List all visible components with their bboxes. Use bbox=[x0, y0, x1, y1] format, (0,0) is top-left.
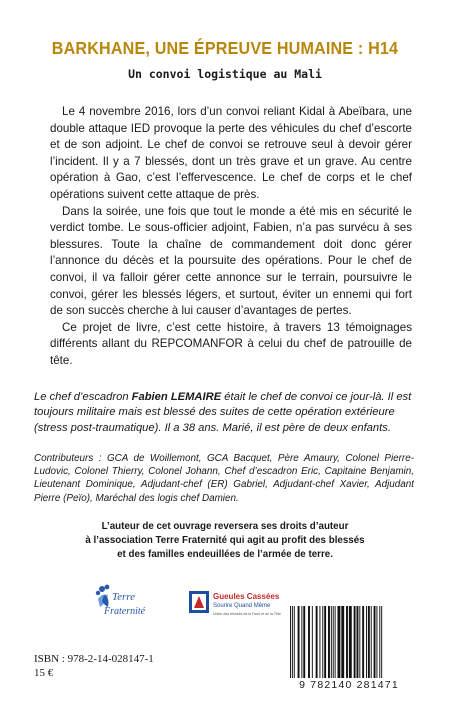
barcode-bar bbox=[335, 606, 336, 678]
barcode-bar bbox=[354, 606, 356, 678]
barcode-bar bbox=[319, 606, 320, 678]
barcode-bar bbox=[333, 606, 334, 678]
barcode-bar bbox=[349, 606, 352, 678]
barcode-bar bbox=[357, 606, 359, 678]
barcode-bar bbox=[381, 606, 382, 678]
logo-tf-word-2: Fraternité bbox=[104, 606, 146, 617]
terre-fraternite-logo-icon bbox=[94, 583, 154, 619]
barcode-bar bbox=[301, 606, 302, 678]
logo-gc-tagline: Sourire Quand Même bbox=[213, 603, 271, 609]
synopsis-paragraph-3: Ce projet de livre, c’est cette histoire, à travers 13 témoignages différents allant du REPCOMANFOR à celui du chef de patrouille de tête. bbox=[50, 320, 412, 367]
logo-tf-word-1: Terre bbox=[112, 591, 136, 603]
royalties-line-3: et des familles endeuillées de l’armée de terre. bbox=[117, 549, 333, 560]
isbn: ISBN : 978-2-14-028147-1 bbox=[34, 653, 154, 665]
barcode-bar bbox=[290, 606, 291, 678]
barcode-bar bbox=[341, 606, 344, 678]
barcode-bar bbox=[376, 606, 377, 678]
price: 15 € bbox=[34, 667, 54, 679]
bio-rest: était le chef de convoi ce jour-là. Il est toujours militaire mais est blessé des suites de cette opération extérieure (stress post-traumatique). Il a 38 ans. Marié, il est père de deux enfants. bbox=[34, 391, 412, 434]
barcode-bar bbox=[328, 606, 330, 678]
barcode-bar bbox=[338, 606, 341, 678]
barcode-bar bbox=[362, 606, 364, 678]
barcode-bar bbox=[324, 606, 326, 678]
barcode-bar bbox=[374, 606, 376, 678]
barcode-bar bbox=[368, 606, 370, 678]
barcode-bar bbox=[292, 606, 293, 678]
barcode-bar bbox=[298, 606, 300, 678]
book-title: BARKHANE, UNE ÉPREUVE HUMAINE : H14 bbox=[51, 38, 399, 58]
barcode-bar bbox=[322, 606, 323, 678]
barcode-bar bbox=[379, 606, 380, 678]
barcode-bar bbox=[312, 606, 313, 678]
barcode-bar bbox=[359, 606, 360, 678]
synopsis bbox=[50, 104, 412, 370]
barcode bbox=[284, 604, 414, 690]
logo-gc-name: Gueules Cassées bbox=[213, 592, 280, 601]
royalties-line-2: à l’association Terre Fraternité qui agit au profit des blessés bbox=[85, 535, 365, 546]
author-name: Fabien LEMAIRE bbox=[131, 391, 222, 403]
barcode-bar bbox=[316, 606, 318, 678]
logo-gc-caption: Union des blessés de la Face et de la Tête bbox=[213, 612, 282, 616]
author-bio bbox=[34, 390, 414, 436]
barcode-bar bbox=[308, 606, 310, 678]
isbn-block bbox=[34, 652, 154, 680]
book-subtitle: Un convoi logistique au Mali bbox=[128, 67, 322, 81]
barcode-bar bbox=[303, 606, 305, 678]
barcode-bar bbox=[331, 606, 332, 678]
contributors: Contributeurs : GCA de Woillemont, GCA Bacquet, Père Amaury, Colonel Pierre-Ludovic, Colonel Thierry, Colonel Johann, Chef d’escadron Eric, Capitaine Benjamin, Lieutenant Dominique, Adjudant-chef (ER) Gabriel, Adjudant-chef Xavier, Adjudant Pierre (Peïo), Maréchal des logis chef Damien. bbox=[34, 453, 414, 504]
royalties-line-1: L’auteur de cet ouvrage reversera ses droits d’auteur bbox=[101, 521, 349, 532]
synopsis-paragraph-2: Dans la soirée, une fois que tout le monde a été mis en sécurité le verdict tombe. Le sous-officier adjoint, Fabien, n’a pas survécu à ses blessures. Toute la chaîne de commandement doit donc gérer l’annonce du décès et la poursuite des opérations. Pour le chef de convoi, il va falloir gérer cette annonce sur le terrain, poursuivre le convoi, gérer les blessés légers, et surtout, éviter un ennemi qui fort de son succès cherche à lui causer d’avantages de pertes. bbox=[50, 204, 412, 318]
barcode-bar bbox=[346, 606, 348, 678]
barcode-bar bbox=[371, 606, 372, 678]
barcode-bar bbox=[294, 606, 295, 678]
royalties-notice bbox=[11, 520, 439, 562]
barcode-number: 9 782140 281471 bbox=[299, 679, 399, 691]
bio-intro: Le chef d’escadron bbox=[34, 391, 132, 403]
barcode-bar bbox=[366, 606, 367, 678]
synopsis-paragraph-1: Le 4 novembre 2016, lors d’un convoi reliant Kidal à Abeïbara, une double attaque IED provoque la perte des véhicules du chef d’escorte et de son adjoint. Le chef de convoi se retrouve seul à devoir gérer l’incident. Il y a 7 blessés, dont un très grave et un grave. Au centre opération à Gao, c’est l’effervescence. Le chef de corps et le chef opérations suivent cette attaque de près. bbox=[50, 105, 412, 201]
